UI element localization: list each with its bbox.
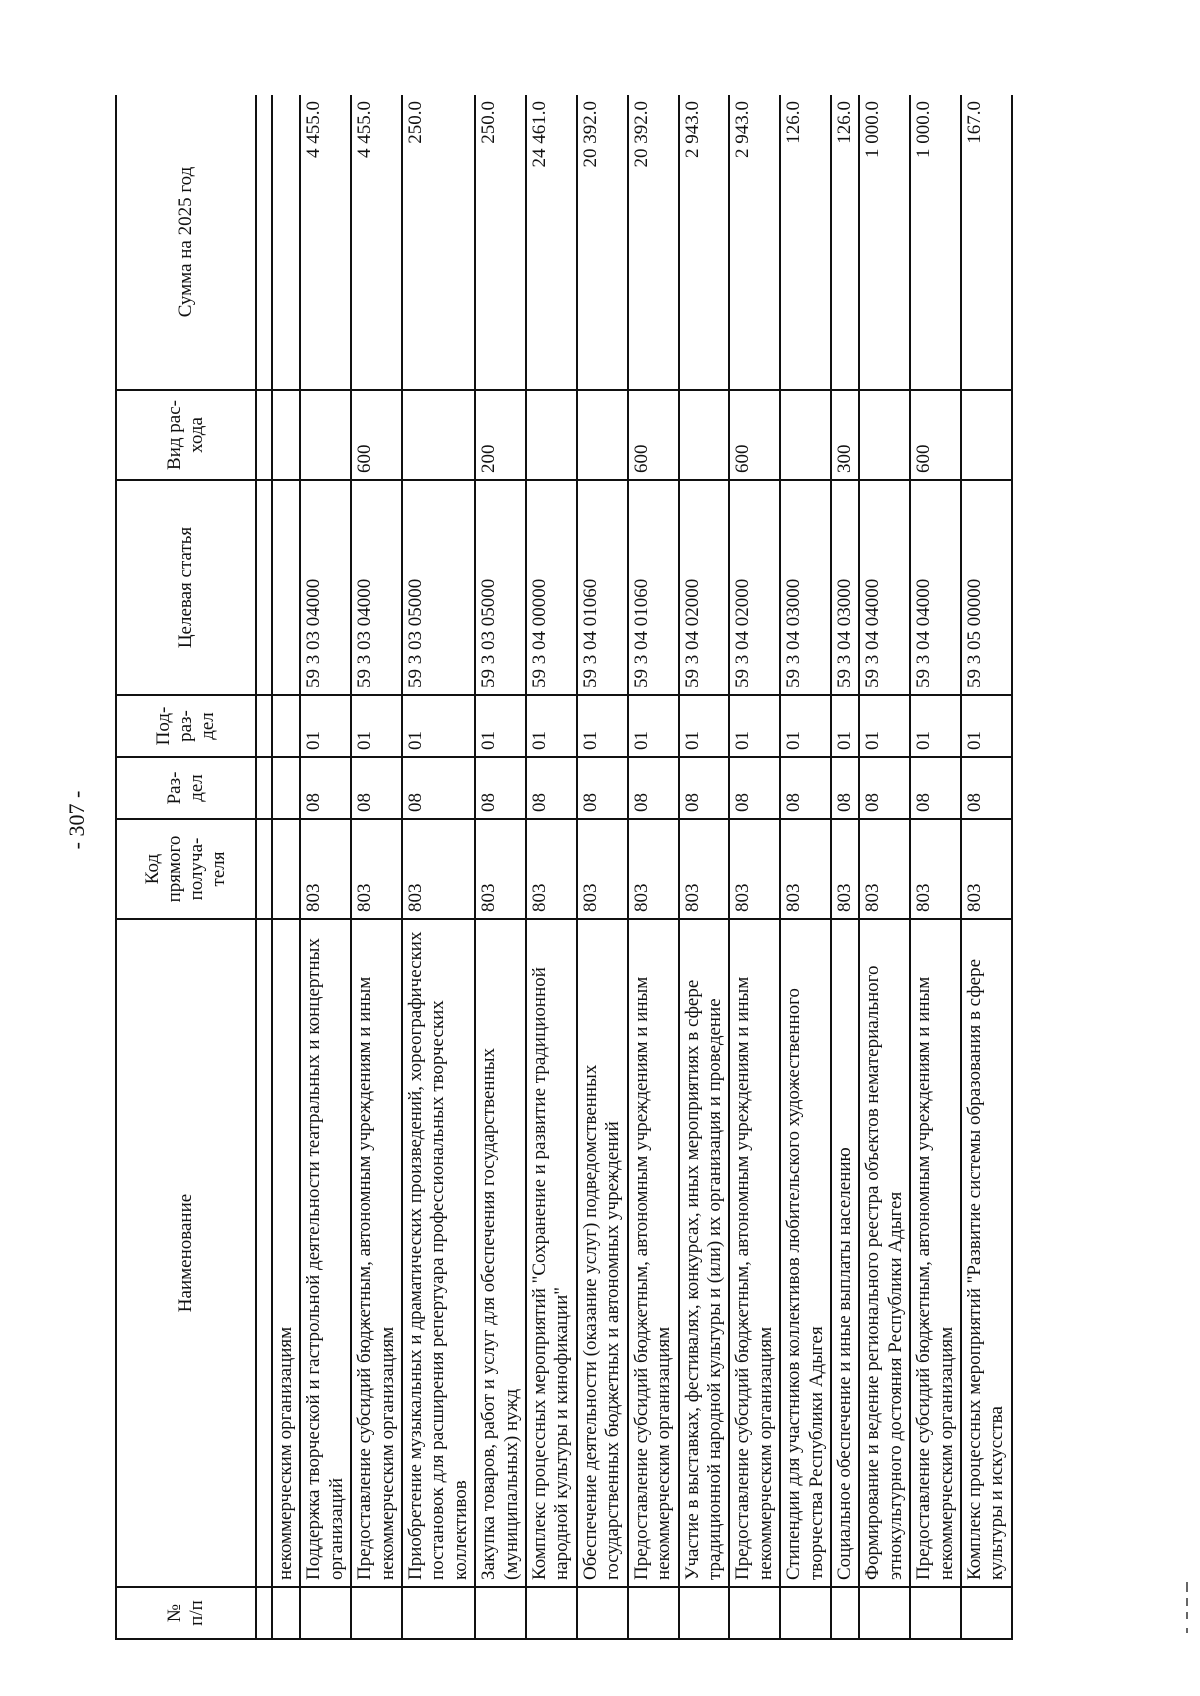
cell-expense-type: 300 [831,390,859,480]
cell-section: 08 [780,757,831,819]
cell-sum: 24 461.0 [526,95,577,390]
cell-subsection: 01 [402,695,475,757]
cell-name: Обеспечение деятельности (оказание услуг) подведомственных государственных бюджетных и автономных учреждений [577,919,628,1587]
table-row [910,95,961,1639]
cell-expense-type: 600 [729,390,780,480]
cell-subsection: 01 [780,695,831,757]
cell-subsection: 01 [859,695,910,757]
cell-section: 08 [831,757,859,819]
cell-target-article: 59 3 03 04000 [351,480,402,695]
header-num: № п/п [116,1587,256,1639]
table-row [961,95,1012,1639]
cell-num [729,1587,780,1639]
cell-section: 08 [577,757,628,819]
cell-target-article: 59 3 04 03000 [780,480,831,695]
header-recipient-code: Код прямого получа- теля [116,819,256,919]
cell-target-article: 59 3 05 00000 [961,480,1012,695]
cell-name: Формирование и ведение регионального реестра объектов нематериального этнокультурного достояния Республики Адыгея [859,919,910,1587]
table-row [679,95,730,1639]
cell-subsection: 01 [729,695,780,757]
cell-recipient-code: 803 [729,819,780,919]
rotated-page-area [115,95,1075,1640]
cell-name: Предоставление субсидий бюджетным, автономным учреждениям и иным некоммерческим организациям [351,919,402,1587]
cell-target-article: 59 3 04 01060 [628,480,679,695]
cell-expense-type: 600 [351,390,402,480]
cell-recipient-code: 803 [859,819,910,919]
cell-section: 08 [859,757,910,819]
cell-name: Приобретение музыкальных и драматических произведений, хореографических постановок для расширения репертуара профессиональных творческих коллективов [402,919,475,1587]
page-number: - 307 - [64,790,89,850]
cell-name: Предоставление субсидий бюджетным, автономным учреждениям и иным некоммерческим организациям [910,919,961,1587]
cell-expense-type [300,390,351,480]
cell-expense-type [859,390,910,480]
cell-name: Комплекс процессных мероприятий "Развитие системы образования в сфере культуры и искусства [961,919,1012,1587]
table-row [272,95,300,1639]
cell-num [526,1587,577,1639]
cell-sum: 20 392.0 [577,95,628,390]
cell-sum: 2 943.0 [729,95,780,390]
cell-recipient-code: 803 [475,819,526,919]
cell-section: 08 [351,757,402,819]
cell-sum [272,95,300,390]
cell-expense-type [679,390,730,480]
cell-sum: 1 000.0 [910,95,961,390]
cell-subsection: 01 [831,695,859,757]
cell-name: Закупка товаров, работ и услуг для обеспечения государственных (муниципальных) нужд [475,919,526,1587]
cell-section: 08 [961,757,1012,819]
table-row [577,95,628,1639]
cell-num [577,1587,628,1639]
cell-target-article: 59 3 04 02000 [679,480,730,695]
edge-mark [1186,1598,1188,1606]
table-row [475,95,526,1639]
cell-expense-type [780,390,831,480]
cell-sum: 4 455.0 [351,95,402,390]
table-row [729,95,780,1639]
cell-target-article: 59 3 03 04000 [300,480,351,695]
cell-target-article: 59 3 03 05000 [402,480,475,695]
cell-num [402,1587,475,1639]
cell-sum: 126.0 [831,95,859,390]
cell-recipient-code: 803 [351,819,402,919]
cell-recipient-code: 803 [300,819,351,919]
table-header-row [116,95,256,1639]
cell-target-article: 59 3 04 04000 [910,480,961,695]
table-row [831,95,859,1639]
header-expense-type: Вид рас- хода [116,390,256,480]
cell-section: 08 [628,757,679,819]
cell-expense-type [526,390,577,480]
cell-num [679,1587,730,1639]
cell-recipient-code: 803 [526,819,577,919]
cell-subsection [272,695,300,757]
cell-expense-type [961,390,1012,480]
edge-mark [1186,1582,1188,1592]
cell-sum: 167.0 [961,95,1012,390]
cell-section: 08 [402,757,475,819]
budget-table [115,95,1013,1640]
cell-expense-type [577,390,628,480]
table-row [300,95,351,1639]
cell-name: некоммерческим организациям [272,919,300,1587]
cell-target-article: 59 3 04 00000 [526,480,577,695]
cell-num [859,1587,910,1639]
cell-section: 08 [475,757,526,819]
cell-recipient-code: 803 [780,819,831,919]
spacer-row [256,95,272,1639]
cell-subsection: 01 [628,695,679,757]
header-name: Наименование [116,919,256,1587]
cell-recipient-code: 803 [961,819,1012,919]
cell-sum: 2 943.0 [679,95,730,390]
cell-section: 08 [679,757,730,819]
cell-subsection: 01 [577,695,628,757]
table-row [780,95,831,1639]
header-section: Раз- дел [116,757,256,819]
rotated-content [115,95,1075,1640]
cell-recipient-code: 803 [910,819,961,919]
cell-sum: 1 000.0 [859,95,910,390]
cell-target-article: 59 3 04 02000 [729,480,780,695]
cell-name: Поддержка творческой и гастрольной деятельности театральных и концертных организаций [300,919,351,1587]
cell-subsection: 01 [679,695,730,757]
cell-expense-type: 200 [475,390,526,480]
edge-mark [1186,1612,1188,1619]
cell-subsection: 01 [351,695,402,757]
cell-num [475,1587,526,1639]
cell-num [300,1587,351,1639]
cell-num [961,1587,1012,1639]
cell-sum: 4 455.0 [300,95,351,390]
cell-name: Предоставление субсидий бюджетным, автономным учреждениям и иным некоммерческим организациям [729,919,780,1587]
table-body [256,95,1012,1639]
header-target-article: Целевая статья [116,480,256,695]
cell-subsection: 01 [475,695,526,757]
edge-mark [1186,1628,1188,1633]
cell-expense-type: 600 [910,390,961,480]
table-row [351,95,402,1639]
cell-num [780,1587,831,1639]
cell-recipient-code: 803 [402,819,475,919]
cell-subsection: 01 [961,695,1012,757]
cell-name: Участие в выставках, фестивалях, конкурсах, иных мероприятиях в сфере традиционной народной культуры и (или) их организация и проведение [679,919,730,1587]
cell-recipient-code [272,819,300,919]
cell-target-article: 59 3 03 05000 [475,480,526,695]
cell-subsection: 01 [910,695,961,757]
cell-section: 08 [526,757,577,819]
cell-target-article [272,480,300,695]
cell-sum: 250.0 [475,95,526,390]
cell-recipient-code: 803 [628,819,679,919]
cell-num [272,1587,300,1639]
table-row [859,95,910,1639]
cell-target-article: 59 3 04 01060 [577,480,628,695]
table-row [526,95,577,1639]
cell-sum: 126.0 [780,95,831,390]
cell-recipient-code: 803 [679,819,730,919]
cell-name: Комплекс процессных мероприятий "Сохранение и развитие традиционной народной культуры и кинофикации" [526,919,577,1587]
cell-name: Социальное обеспечение и иные выплаты населению [831,919,859,1587]
table-row [628,95,679,1639]
cell-target-article: 59 3 04 04000 [859,480,910,695]
cell-expense-type [272,390,300,480]
cell-target-article: 59 3 04 03000 [831,480,859,695]
cell-num [351,1587,402,1639]
cell-section: 08 [729,757,780,819]
cell-num [831,1587,859,1639]
cell-subsection: 01 [300,695,351,757]
cell-subsection: 01 [526,695,577,757]
cell-name: Предоставление субсидий бюджетным, автономным учреждениям и иным некоммерческим организациям [628,919,679,1587]
cell-num [910,1587,961,1639]
cell-recipient-code: 803 [831,819,859,919]
header-sum-2025: Сумма на 2025 год [116,95,256,390]
cell-name: Стипендии для участников коллективов любительского художественного творчества Республики Адыгея [780,919,831,1587]
cell-num [628,1587,679,1639]
cell-section: 08 [300,757,351,819]
cell-sum: 250.0 [402,95,475,390]
cell-expense-type [402,390,475,480]
cell-recipient-code: 803 [577,819,628,919]
cell-section: 08 [910,757,961,819]
cell-sum: 20 392.0 [628,95,679,390]
cell-expense-type: 600 [628,390,679,480]
table-row [402,95,475,1639]
header-subsection: Под- раз- дел [116,695,256,757]
cell-section [272,757,300,819]
